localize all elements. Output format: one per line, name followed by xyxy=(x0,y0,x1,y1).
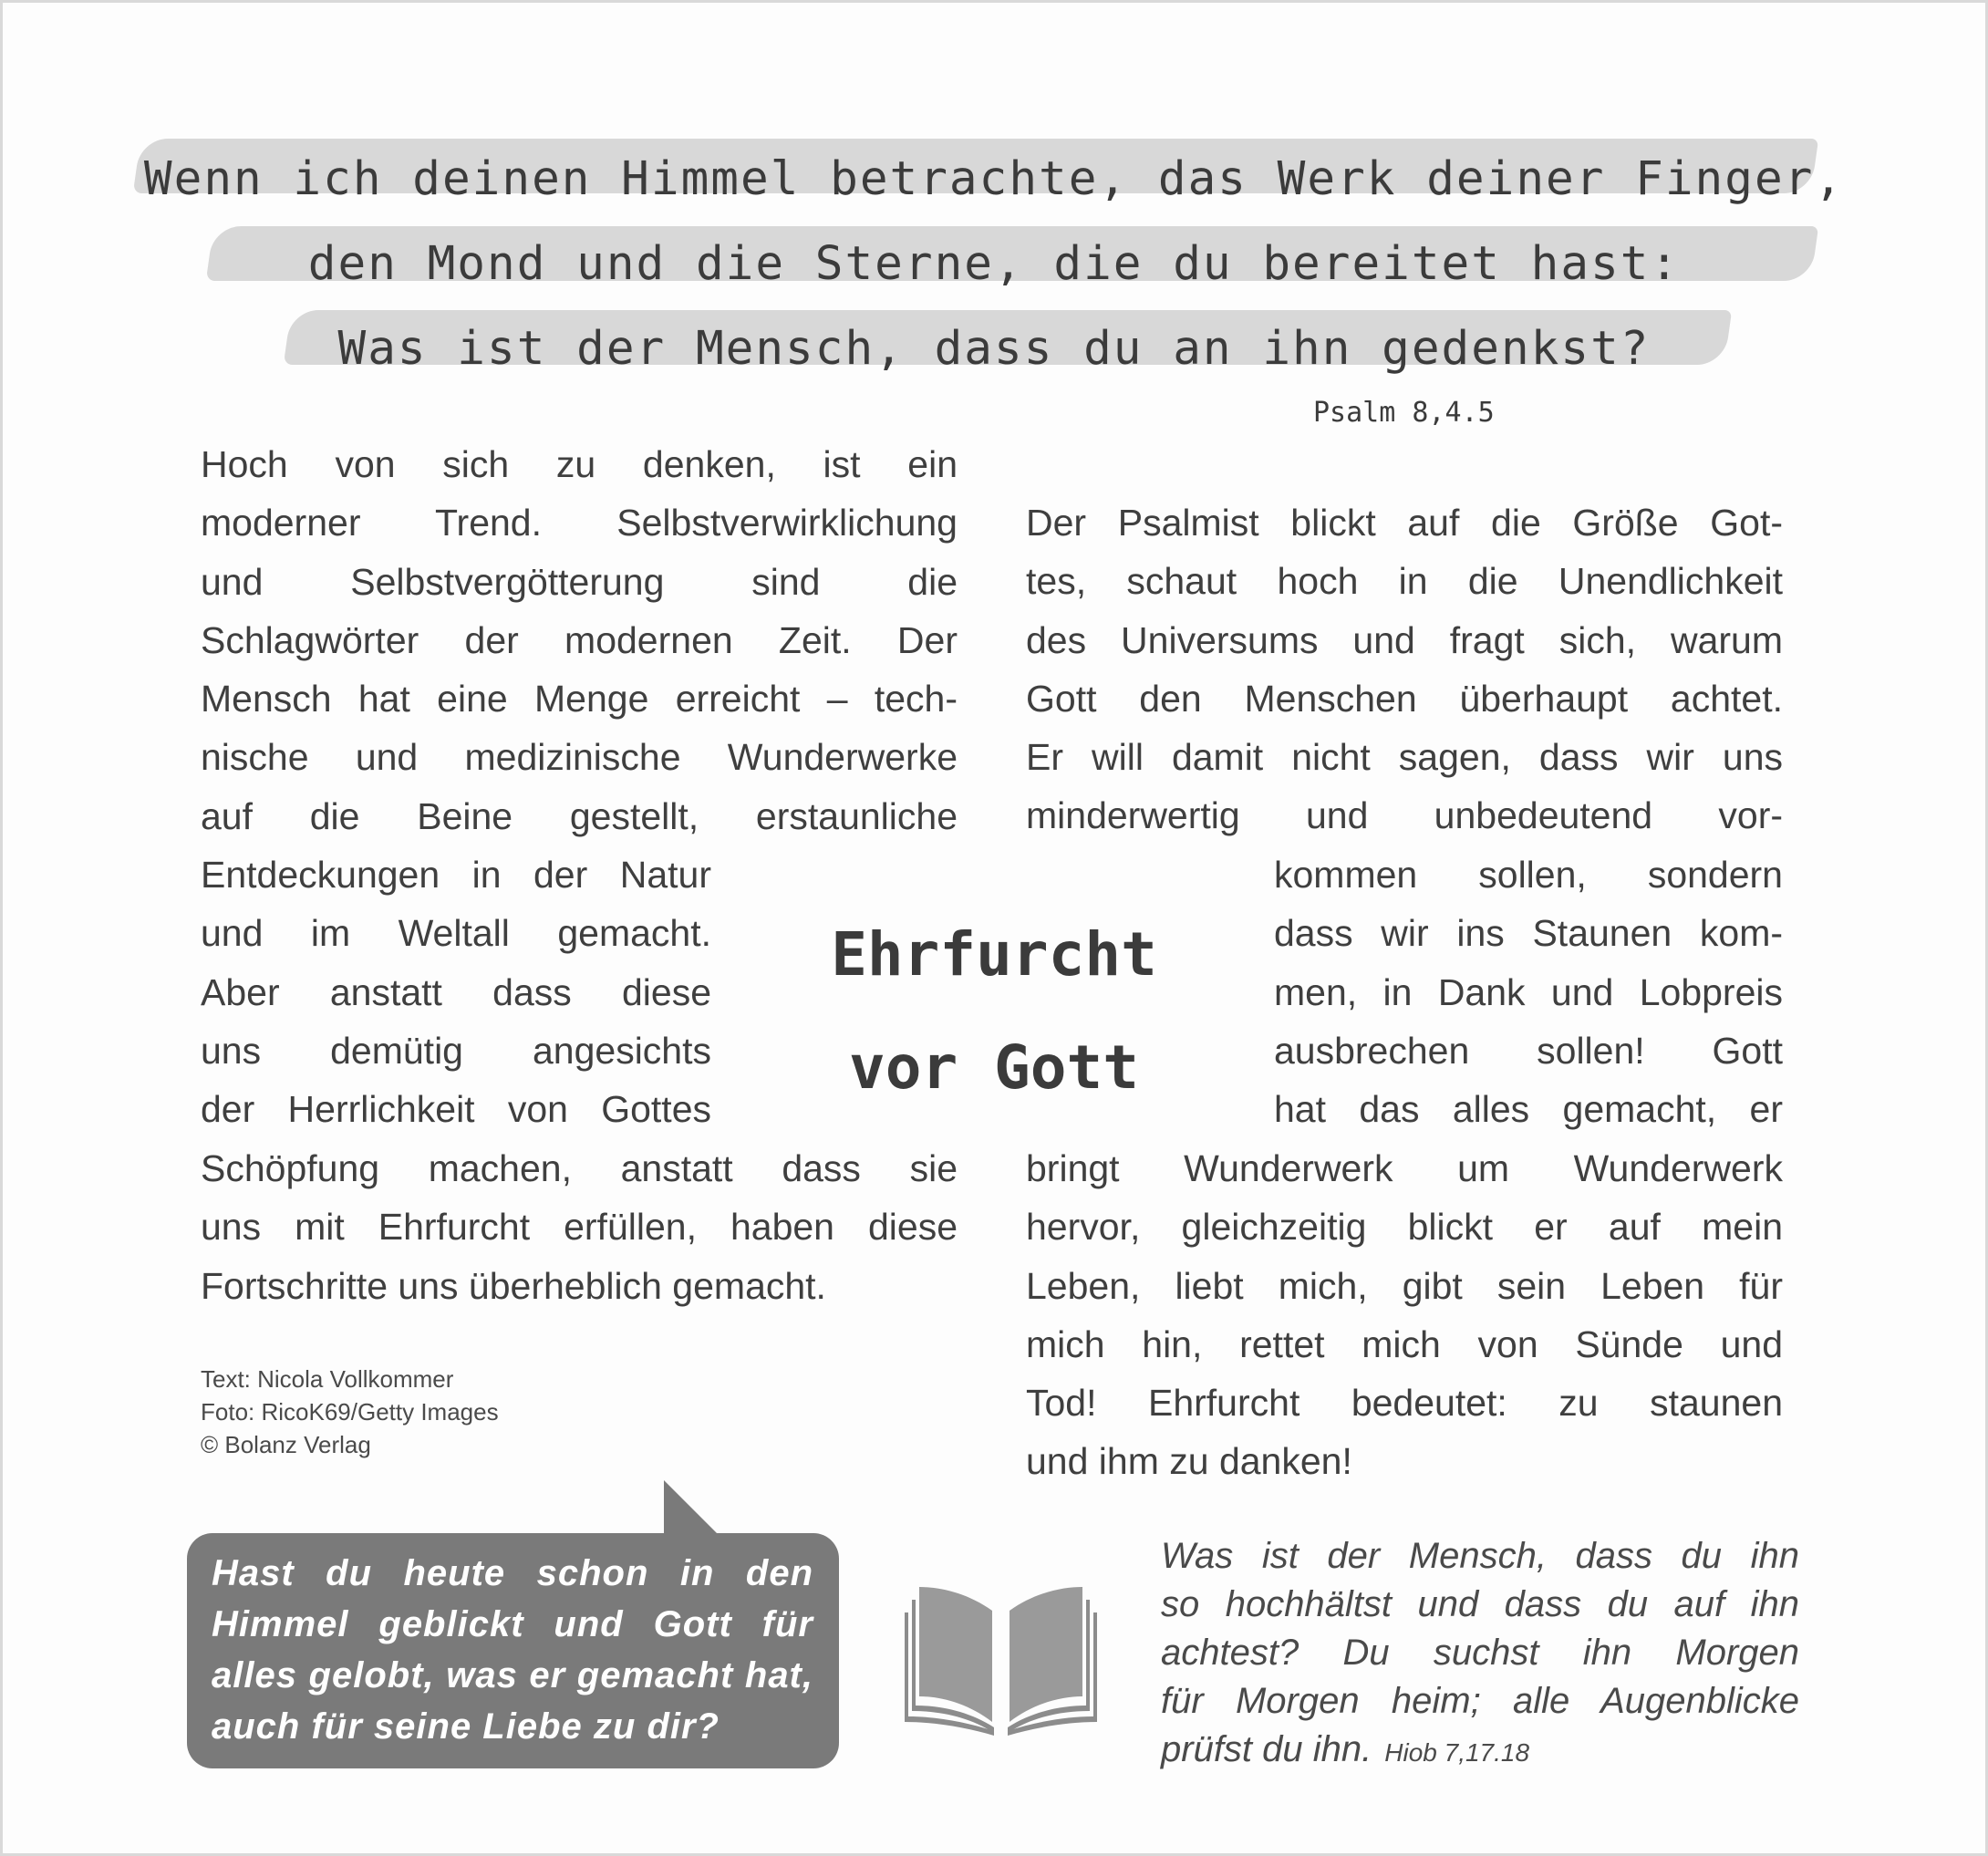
quote-line: so hochhältst und dass du auf ihn xyxy=(1161,1584,1799,1624)
text-line: uns demütig angesichts xyxy=(201,1029,711,1072)
page-title xyxy=(757,898,1231,1125)
text-line: Er will damit nicht sagen, dass wir uns xyxy=(1026,736,1783,779)
verse-line: den Mond und die Sterne, die du bereitet hast: xyxy=(307,237,1681,291)
bubble-line: auch für seine Liebe zu dir? xyxy=(212,1706,720,1747)
verse-reference: Psalm 8,4.5 xyxy=(1313,397,1495,429)
text-line: Der Psalmist blickt auf die Größe Got- xyxy=(1026,502,1783,544)
text-line: hat das alles gemacht, er xyxy=(1274,1088,1783,1131)
quote-line: prüfst du ihn. xyxy=(1161,1729,1372,1769)
title-line: vor Gott xyxy=(849,1032,1139,1103)
credits xyxy=(201,1363,499,1461)
text-line: nische und medizinische Wunderwerke xyxy=(201,736,958,779)
text-line: hervor, gleichzeitig blickt er auf mein xyxy=(1026,1206,1783,1249)
quote-line-last xyxy=(1161,1726,1799,1777)
quote-line: Was ist der Mensch, dass du ihn xyxy=(1161,1536,1799,1576)
right-column-top xyxy=(1026,493,1783,845)
text-line: Fortschritte uns überheblich gemacht. xyxy=(201,1264,826,1307)
text-line: und ihm zu danken! xyxy=(1026,1440,1352,1483)
left-column-bottom xyxy=(201,1139,958,1315)
text-line: bringt Wunderwerk um Wunderwerk xyxy=(1026,1147,1783,1189)
text-line: Gott den Menschen überhaupt achtet. xyxy=(1026,677,1783,720)
bubble-line: alles gelobt, was er gemacht hat, xyxy=(212,1655,813,1695)
text-line: Hoch von sich zu denken, ist ein xyxy=(201,443,958,485)
speech-bubble-tail xyxy=(664,1480,720,1537)
text-line: mich hin, rettet mich von Sünde und xyxy=(1026,1322,1783,1365)
verse-line: Wenn ich deinen Himmel betrachte, das Werk deiner Finger, xyxy=(143,152,1845,206)
text-line: Tod! Ehrfurcht bedeutet: zu staunen xyxy=(1026,1382,1783,1425)
text-line: Schlagwörter der modernen Zeit. Der xyxy=(201,618,958,661)
bubble-line: Himmel geblickt und Gott für xyxy=(212,1604,813,1644)
speech-bubble-text xyxy=(212,1548,813,1752)
bubble-line: Hast du heute schon in den xyxy=(212,1553,813,1593)
text-line: auf die Beine gestellt, erstaunliche xyxy=(201,794,958,837)
text-line: minderwertig und unbedeutend vor- xyxy=(1026,794,1783,837)
text-line: dass wir ins Staunen kom- xyxy=(1274,912,1783,955)
left-column-middle xyxy=(201,845,711,1138)
right-column-middle xyxy=(1274,845,1783,1138)
left-column-top xyxy=(201,435,958,845)
text-line: tes, schaut hoch in die Unendlichkeit xyxy=(1026,560,1783,603)
text-line: ausbrechen sollen! Gott xyxy=(1274,1029,1783,1072)
quote-line: für Morgen heim; alle Augenblicke xyxy=(1161,1681,1799,1721)
quote-line: achtest? Du suchst ihn Morgen xyxy=(1161,1633,1799,1673)
text-line: und Selbstvergötterung sind die xyxy=(201,560,958,603)
credit-copyright: © Bolanz Verlag xyxy=(201,1431,371,1458)
text-line: kommen sollen, sondern xyxy=(1274,854,1783,896)
quote-reference: Hiob 7,17.18 xyxy=(1384,1738,1530,1767)
psalm-verse xyxy=(119,137,1869,391)
open-book-icon xyxy=(903,1576,1099,1736)
text-line: der Herrlichkeit von Gottes xyxy=(201,1088,711,1131)
bible-quote xyxy=(1161,1532,1799,1777)
text-line: Schöpfung machen, anstatt dass sie xyxy=(201,1147,958,1189)
verse-line: Was ist der Mensch, dass du an ihn gedenkst? xyxy=(337,322,1651,376)
text-line: des Universums und fragt sich, warum xyxy=(1026,618,1783,661)
text-line: moderner Trend. Selbstverwirklichung xyxy=(201,502,958,544)
title-line: Ehrfurcht xyxy=(831,919,1157,990)
text-line: Aber anstatt dass diese xyxy=(201,970,711,1013)
text-line: Mensch hat eine Menge erreicht – tech- xyxy=(201,678,958,721)
text-line: Leben, liebt mich, gibt sein Leben für xyxy=(1026,1264,1783,1307)
credit-text: Text: Nicola Vollkommer xyxy=(201,1365,454,1393)
text-line: uns mit Ehrfurcht erfüllen, haben diese xyxy=(201,1206,958,1249)
right-column-bottom xyxy=(1026,1139,1783,1491)
credit-photo: Foto: RicoK69/Getty Images xyxy=(201,1398,499,1426)
text-line: Entdeckungen in der Natur xyxy=(201,854,711,896)
text-line: men, in Dank und Lobpreis xyxy=(1274,970,1783,1013)
text-line: und im Weltall gemacht. xyxy=(201,912,711,955)
